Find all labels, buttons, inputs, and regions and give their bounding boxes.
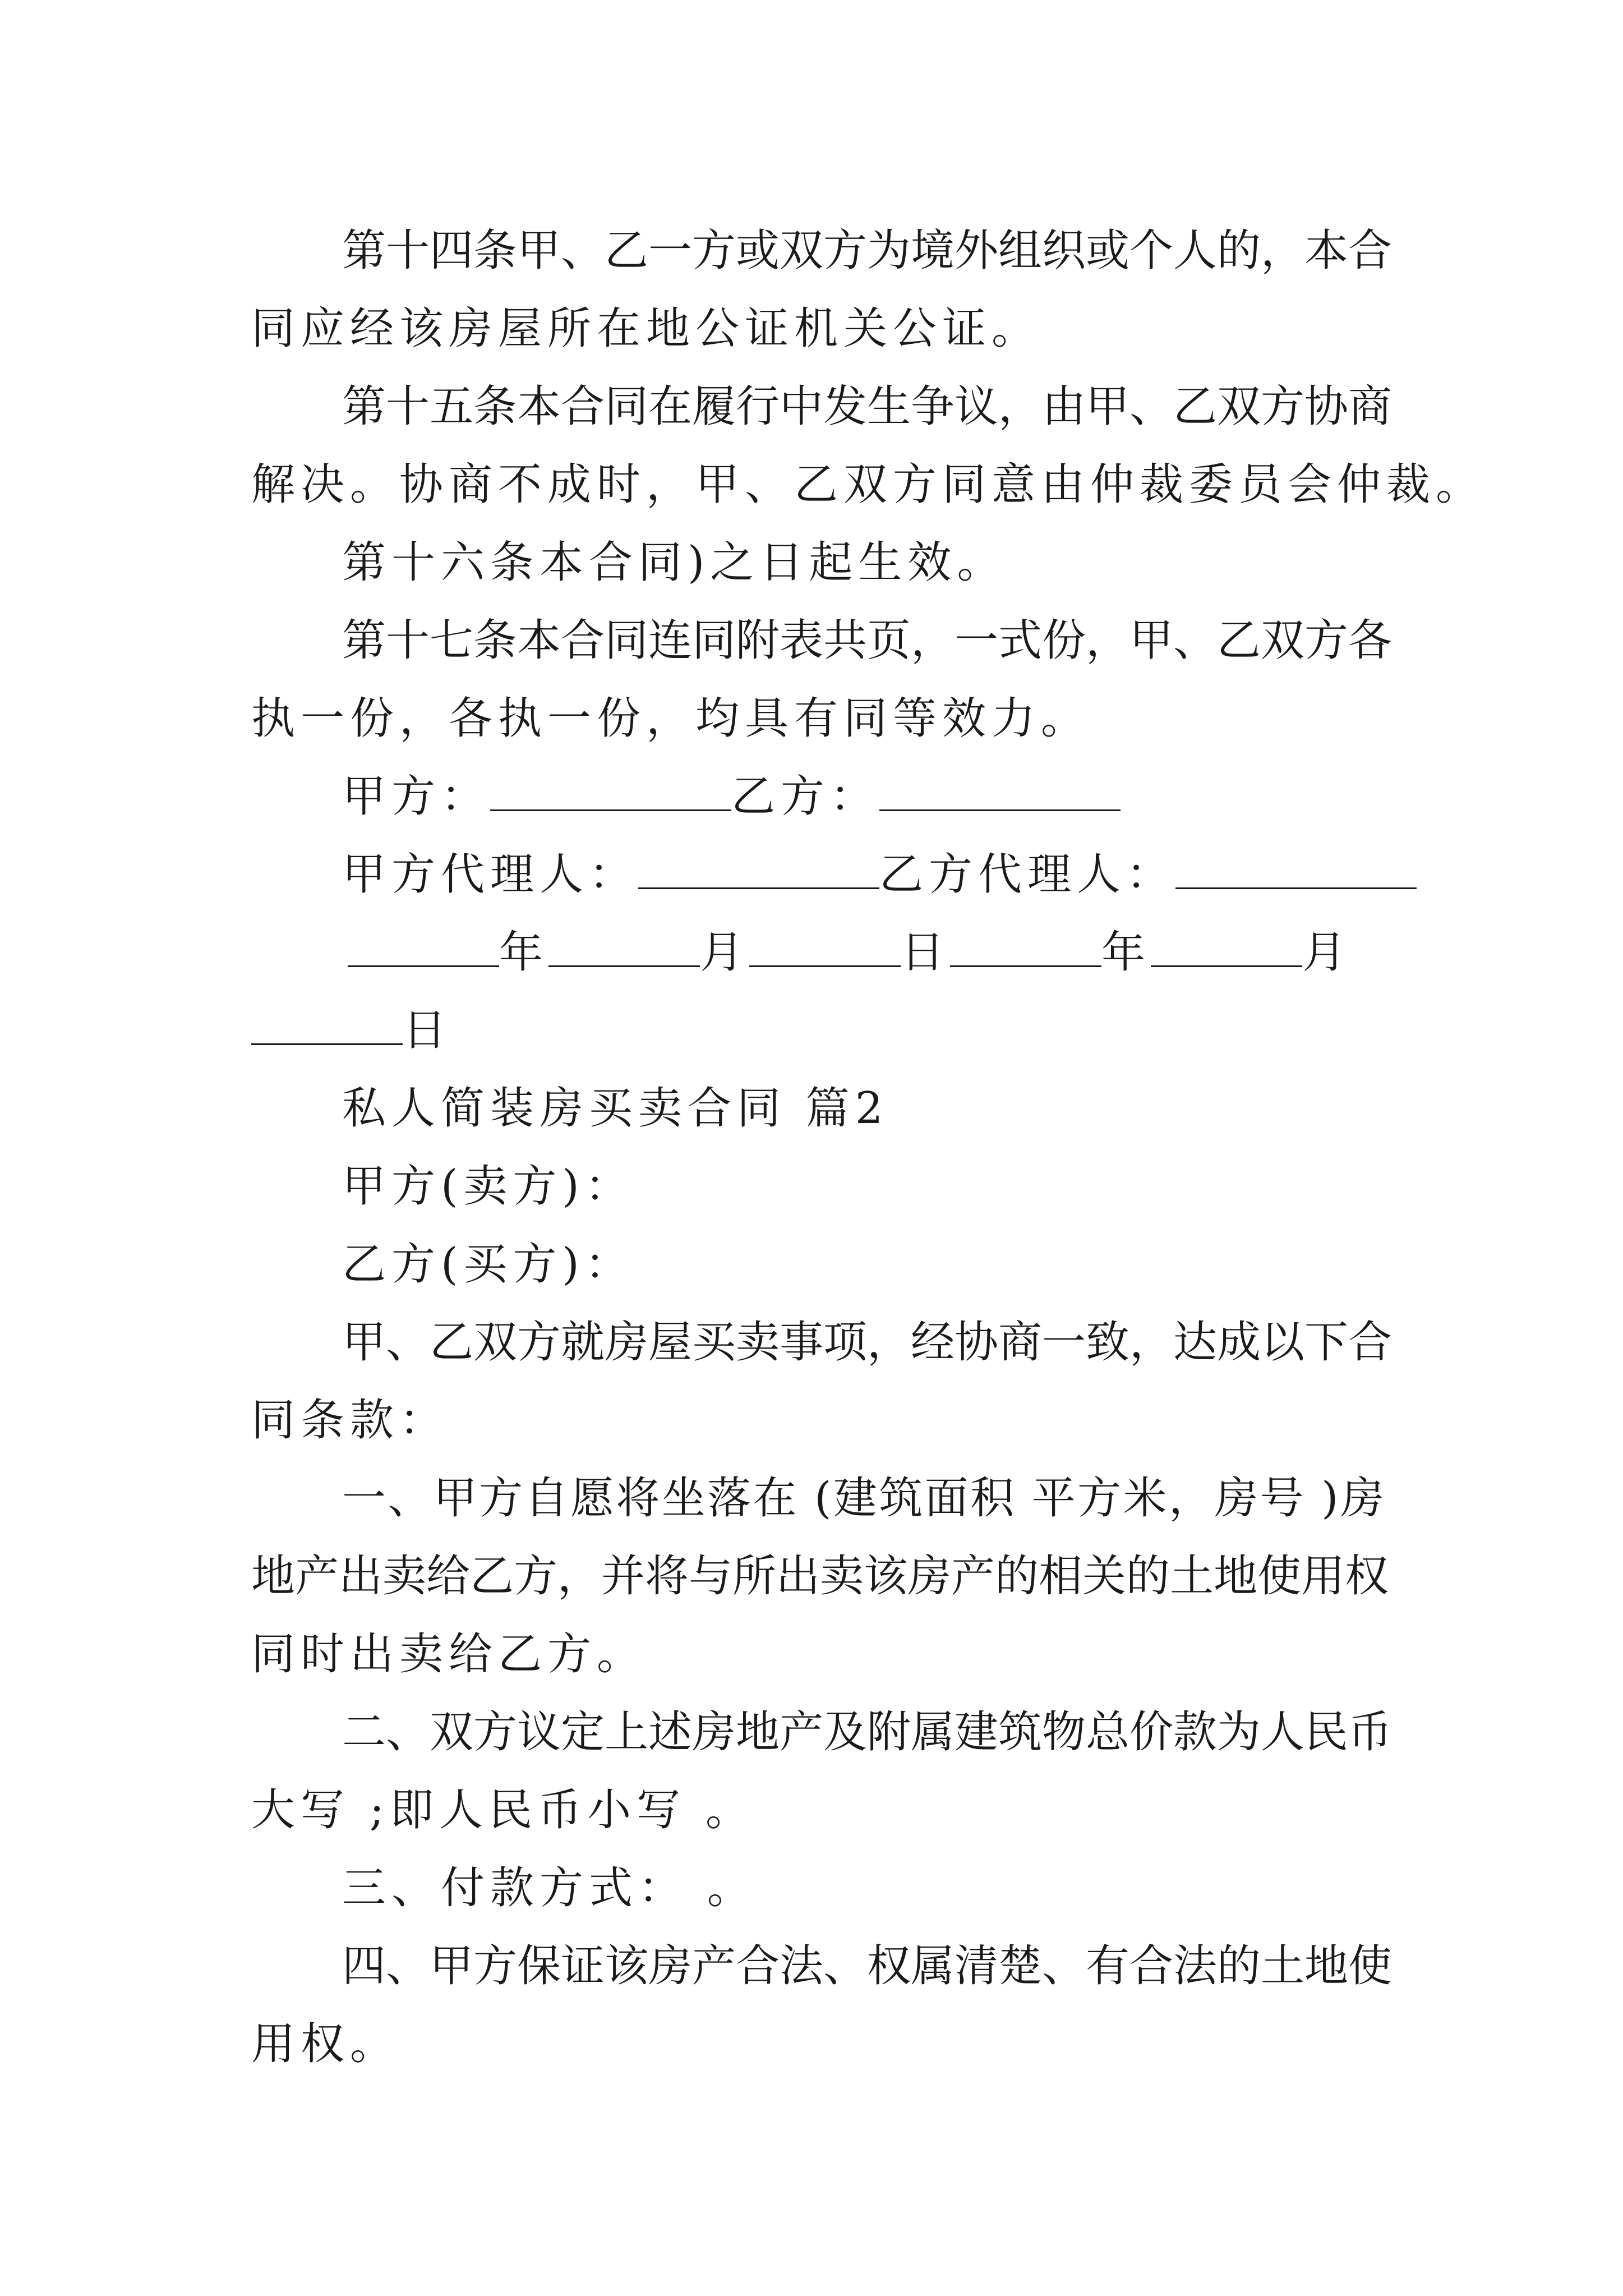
party-b-label: 乙方： (731, 771, 880, 822)
article-15-line-1: 第十五条本合同在履行中发生争议，由甲、乙双方协商 (342, 381, 1393, 432)
day-b-label: 日 (403, 1005, 453, 1056)
item-1-line-2: 地产出卖给乙方，并将与所出卖该房产的相关的土地使用权 (251, 1551, 1389, 1602)
signature-agents-row (251, 836, 1384, 914)
document-page (251, 212, 1486, 2083)
agent-a-label: 甲方代理人： (342, 849, 639, 900)
month-b-blank (1151, 931, 1302, 967)
section-heading: 私人简装房买卖合同 篇2 (342, 1083, 889, 1134)
month-a-blank (548, 931, 700, 967)
item-3: 三、付款方式： 。 (342, 1863, 757, 1913)
year-b-blank (950, 931, 1101, 967)
article-17-line-1: 第十七条本合同连同附表共页，一式份，甲、乙双方各 (342, 615, 1393, 666)
date-row-continued (251, 992, 1384, 1070)
seller-line: 甲方(卖方)： (342, 1161, 634, 1212)
article-14-line-2: 同应经该房屋所在地公证机关公证。 (251, 303, 1041, 354)
month-a-label: 月 (700, 927, 750, 978)
party-b-blank (879, 775, 1121, 811)
agent-b-blank (1175, 853, 1417, 889)
year-a-label: 年 (499, 927, 549, 978)
year-b-label: 年 (1101, 927, 1151, 978)
signature-parties-row (251, 758, 1384, 836)
intro-line-1: 甲、乙双方就房屋买卖事项，经协商一致，达成以下合 (342, 1317, 1393, 1368)
day-a-blank (749, 931, 901, 967)
item-2-line-1: 二、双方议定上述房地产及附属建筑物总价款为人民币 (342, 1707, 1393, 1757)
item-4-line-1: 四、甲方保证该房产合法、权属清楚、有合法的土地使 (342, 1941, 1393, 1991)
party-a-blank (490, 775, 731, 811)
buyer-line: 乙方(买方)： (342, 1239, 634, 1290)
item-1-line-3: 同时出卖给乙方。 (251, 1629, 647, 1680)
item-4-line-2: 用权。 (251, 2019, 400, 2069)
day-b-blank (251, 1009, 403, 1045)
article-17-line-2: 执一份，各执一份，均具有同等效力。 (251, 693, 1091, 744)
item-2-line-2: 大写 ;即人民币小写 。 (251, 1785, 755, 1835)
month-b-label: 月 (1302, 927, 1352, 978)
date-row (251, 914, 1384, 992)
agent-a-blank (638, 853, 879, 889)
party-a-label: 甲方： (342, 771, 491, 822)
day-a-label: 日 (901, 927, 951, 978)
article-15-line-2: 解决。协商不成时，甲、乙双方同意由仲裁委员会仲裁。 (251, 459, 1486, 510)
article-14-line-1: 第十四条甲、乙一方或双方为境外组织或个人的，本合 (342, 226, 1393, 276)
item-1-line-1: 一、甲方自愿将坐落在 (建筑面积 平方米，房号 )房 (342, 1473, 1384, 1524)
article-16: 第十六条本合同)之日起生效。 (342, 537, 1007, 588)
agent-b-label: 乙方代理人： (879, 849, 1176, 900)
intro-line-2: 同条款： (251, 1395, 449, 1446)
year-a-blank (348, 931, 499, 967)
